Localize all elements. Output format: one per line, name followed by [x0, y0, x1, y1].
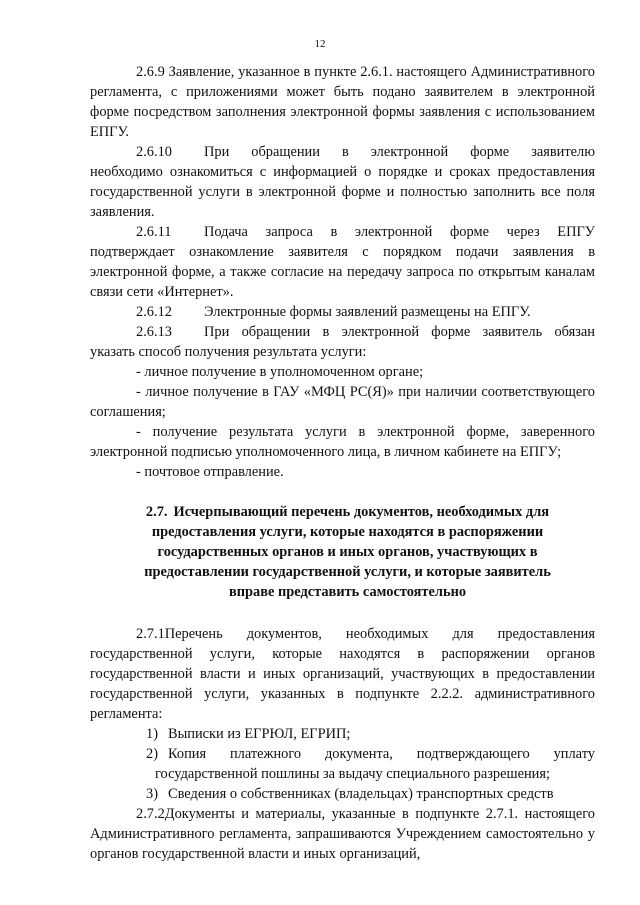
list-item-2-continuation: государственной пошлины за выдачу специального разрешения;: [155, 766, 550, 782]
clause-text: При обращении в электронной форме заявителю: [204, 144, 595, 160]
paragraph-2-6-9: 2.6.9 Заявление, указанное в пункте 2.6.1. настоящего Административного регламента, с приложениями может быть подано заявителем в электронной форме посредством заполнения электронной формы заявления с использованием ЕПГУ.: [90, 64, 595, 140]
paragraph-2-6-12: [90, 302, 595, 322]
document-body: [90, 62, 595, 864]
paragraph-2-6-13-first-line: [90, 322, 595, 342]
paragraph-2-6-10-first-line: [90, 142, 595, 162]
clause-text: Электронные формы заявлений размещены на ЕПГУ.: [204, 304, 531, 320]
list-item-number: 1): [146, 726, 158, 742]
list-item-3: [90, 784, 595, 804]
list-item-text: Копия платежного документа, подтверждающего уплату: [168, 746, 595, 762]
list-item-text: Сведения о собственниках (владельцах) транспортных средств: [168, 786, 554, 802]
dash-item-electronic: - получение результата услуги в электронной форме, заверенного электронной подписью уполномоченного лица, в личном кабинете на ЕПГУ;: [90, 424, 595, 460]
section-number: 2.7.: [145, 504, 168, 520]
page-number: 12: [314, 38, 326, 50]
paragraph-2-6-11-continuation: подтверждает ознакомление заявителя с порядком подачи заявления в электронной форме, а также согласие на передачу запроса по открытым каналам связи сети «Интернет».: [90, 244, 595, 300]
section-heading: [90, 502, 595, 602]
dash-item-mfc: - личное получение в ГАУ «МФЦ РС(Я)» при наличии соответствующего соглашения;: [90, 384, 595, 420]
paragraph-2-7-2: 2.7.2Документы и материалы, указанные в подпункте 2.7.1. настоящего Административного регламента, запрашиваются Учреждением самостоятельно у органов государственной власти и иных организаций,: [90, 806, 595, 862]
clause-number: 2.6.11: [136, 224, 172, 240]
paragraph-2-6-13-continuation: указать способ получения результата услуги:: [90, 344, 367, 360]
list-item-number: 3): [146, 786, 158, 802]
dash-item-personal: - личное получение в уполномоченном органе;: [136, 364, 424, 380]
list-item-text: Выписки из ЕГРЮЛ, ЕГРИП;: [168, 726, 351, 742]
paragraph-2-6-11-first-line: [90, 222, 595, 242]
clause-number: 2.6.13: [136, 324, 172, 340]
clause-text: При обращении в электронной форме заявитель обязан: [204, 324, 595, 340]
clause-number: 2.6.12: [136, 304, 172, 320]
section-title: Исчерпывающий перечень документов, необходимых для предоставления услуги, которые находятся в распоряжении государственных органов и иных органов, участвующих в предоставлении государственной услуги, и которые заявитель вправе представить самостоятельно: [144, 504, 551, 600]
paragraph-2-6-10-continuation: необходимо ознакомиться с информацией о порядке и сроках предоставления государственной услуги в электронной форме и полностью заполнить все поля заявления.: [90, 164, 595, 220]
paragraph-2-7-1: 2.7.1Перечень документов, необходимых для предоставления государственной услуги, которые находятся в распоряжении органов государственной власти и иных организаций, участвующих в предоставлении государственной услуги, указанных в подпункте 2.2.2. административного регламента:: [90, 626, 595, 722]
list-item-2: [90, 744, 595, 764]
clause-text: Подача запроса в электронной форме через ЕПГУ: [204, 224, 595, 240]
clause-number: 2.6.10: [136, 144, 172, 160]
list-item-1: [90, 724, 595, 744]
dash-item-post: - почтовое отправление.: [136, 464, 284, 480]
list-item-number: 2): [146, 746, 158, 762]
